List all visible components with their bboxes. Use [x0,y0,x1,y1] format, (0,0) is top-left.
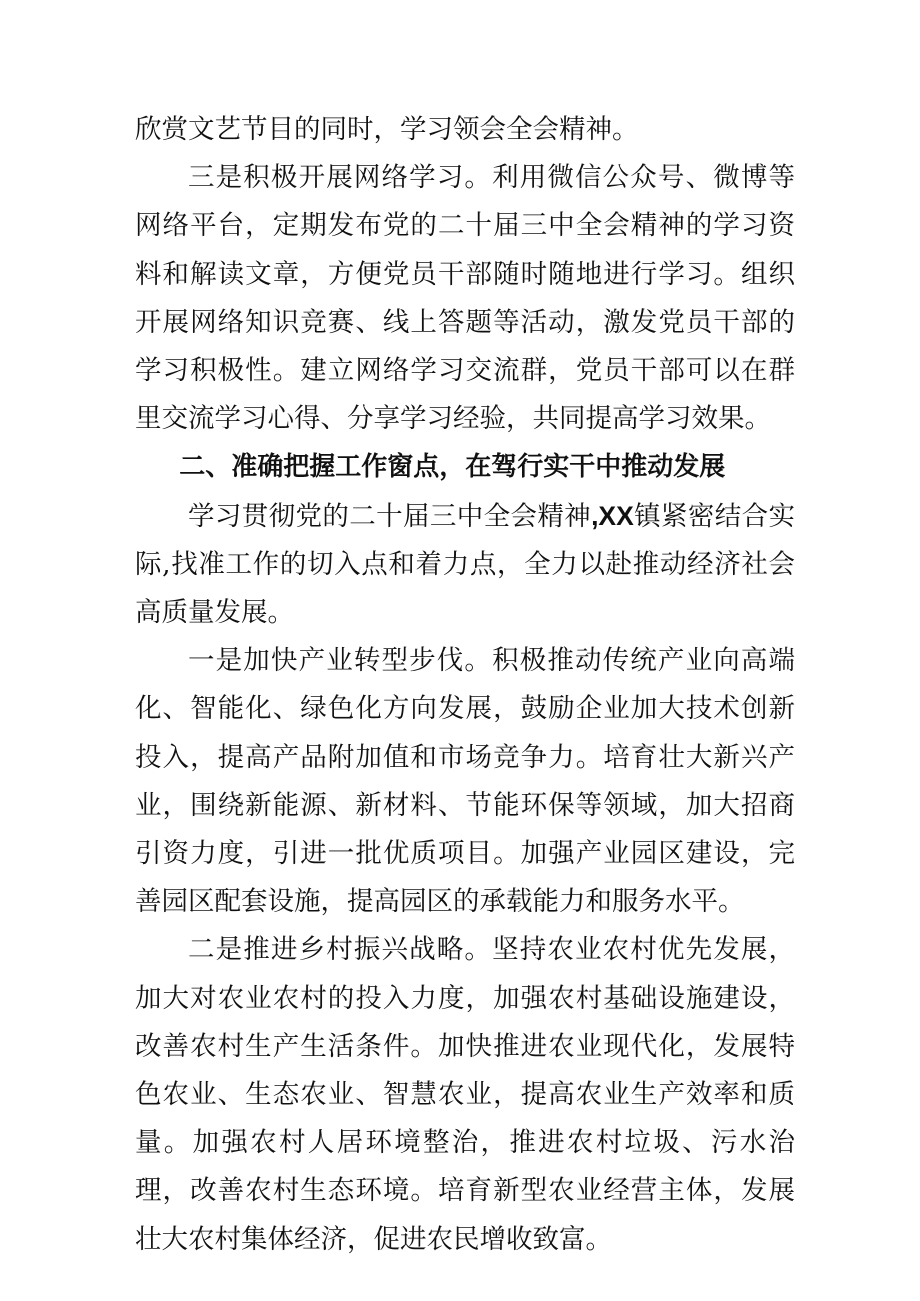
paragraph-section-intro [135,492,795,638]
section-heading: 二、准确把握工作窗点，在驾行实干中推动发展 [179,452,726,483]
intro-text-start: 学习贯彻党的二十届三中全会精神 [188,500,592,532]
paragraph-industry-transformation: 一是加快产业转型步伐。积极推动传统产业向高端化、智能化、绿色化方向发展，鼓励企业加大技术创新投入，提高产品附加值和市场竞争力。培育壮大新兴产业，围绕新能源、新材料、节能环保等领域，加大招商引资力度，引进一批优质项目。加强产业园区建设，完善园区配套设施，提高园区的承载能力和服务水平。 [135,645,795,918]
paragraph-continued: 欣赏文艺节目的同时，学习领会全会精神。 [135,114,639,145]
document-body [135,106,795,1264]
paragraph-rural-revitalization: 二是推进乡村振兴战略。坚持农业农村优先发展，加大对农业农村的投入力度，加强农村基础设施建设，改善农村生产生活条件。加快推进农业现代化，发展特色农业、生态农业、智慧农业，提高农业生产效率和质量。加强农村人居环境整治，推进农村垃圾、污水治理，改善农村生态环境。培育新型农业经营主体，发展壮大农村集体经济，促进农民增收致富。 [135,934,795,1255]
town-name-placeholder: ,XX [591,500,634,531]
paragraph-online-learning: 三是积极开展网络学习。利用微信公众号、微博等网络平台，定期发布党的二十届三中全会精神的学习资料和解读文章，方便党员干部随时随地进行学习。组织开展网络知识竞赛、线上答题等活动，激发党员干部的学习积极性。建立网络学习交流群，党员干部可以在群里交流学习心得、分享学习经验，共同提高学习效果。 [135,162,795,435]
intro-text-end: 镇紧密结合实际,找准工作的切入点和着力点，全力以赴推动经济社会高质量发展。 [135,500,796,629]
